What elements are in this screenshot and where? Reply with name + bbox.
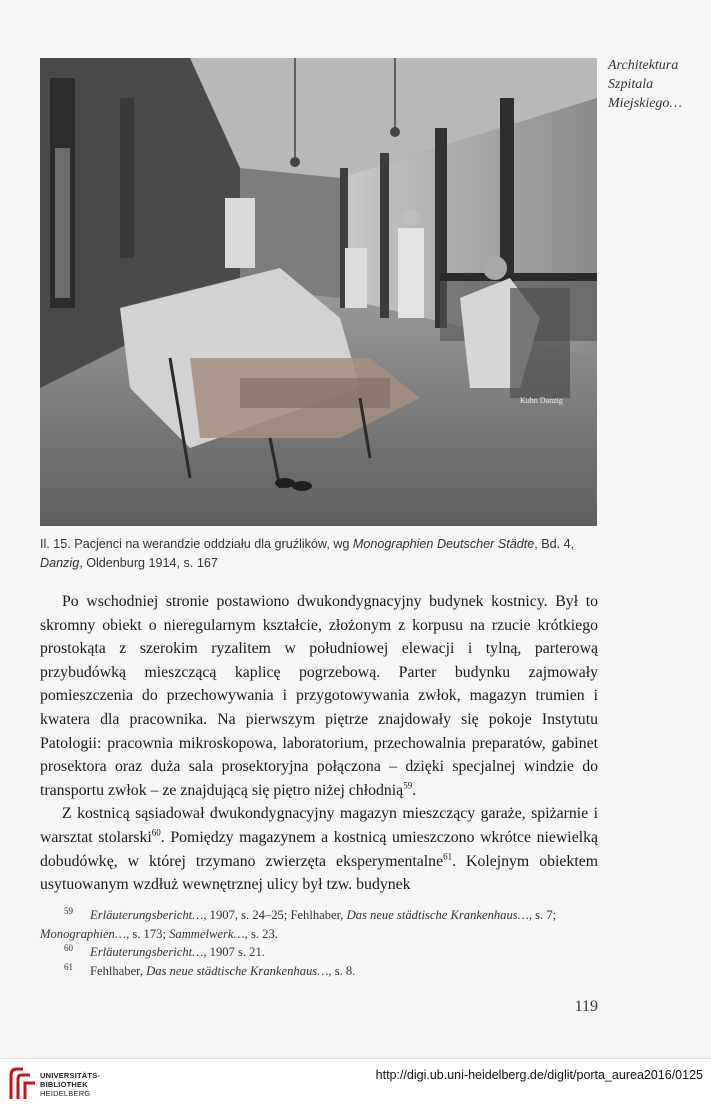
viewer-footer xyxy=(0,1058,711,1112)
footnote-text: , s. 23. xyxy=(244,926,278,941)
footnote-text: , 1907 s. 21. xyxy=(203,945,265,960)
footnote-ref-60[interactable]: 60 xyxy=(151,827,161,838)
paragraph-2-text-a: Z kostnicą sąsiadował dwukondygnacyjny magazyn mieszczący garaże, spiżarnie i warsztat stolarski xyxy=(40,805,598,846)
running-head-line-2: Szpitala xyxy=(608,77,654,92)
footnote-ref-61[interactable]: 61 xyxy=(443,851,453,862)
running-head xyxy=(608,56,703,113)
caption-text-volume: , Bd. 4, xyxy=(534,537,575,551)
caption-source-title: Monographien Deutscher Städte xyxy=(352,537,535,551)
paragraph-2 xyxy=(40,802,598,896)
footnote-ref-59[interactable]: 59 xyxy=(403,780,413,791)
paragraph-1 xyxy=(40,590,598,802)
footnote-text: , s. 7; xyxy=(528,908,557,922)
page-number: 119 xyxy=(574,998,598,1015)
university-library-logo-icon[interactable] xyxy=(8,1065,38,1103)
paragraph-1-end: . xyxy=(412,781,417,799)
footnote-text: Sammelwerk… xyxy=(169,926,245,941)
caption-publication: , Oldenburg 1914, s. 167 xyxy=(79,556,218,570)
veranda-photograph xyxy=(40,58,597,526)
library-name-line-1: UNIVERSITÄTS- xyxy=(40,1071,101,1080)
footnote-text: , s. 173; xyxy=(126,926,170,941)
footnote-text: Erläuterungsbericht… xyxy=(90,908,204,922)
library-name[interactable] xyxy=(40,1071,100,1098)
running-head-line-3: Miejskiego… xyxy=(608,96,682,111)
running-head-line-1: Architektura xyxy=(608,58,679,73)
paragraph-2-text-b: . Pomiędzy magazynem a kostnicą umieszczono wkrótce niewielką dobudówkę, w której trzymano zwierzęta eksperymentalne xyxy=(40,828,599,870)
footnote-text: Das neue städtische Krankenhaus… xyxy=(346,908,529,922)
footnote-text: Monographien… xyxy=(40,926,127,941)
body-text xyxy=(40,590,598,897)
caption-text: Il. 15. Pacjenci na werandzie oddziału dla gruźlików, wg xyxy=(40,537,353,551)
photo-illustration xyxy=(40,58,597,526)
footnote-59: 59 Erläuterungsbericht…, 1907, s. 24–25; Fehlhaber, Das neue städtische Krankenhaus…, s. 7; Monographien…, s. 173; Sammelwerk…, s. 23. xyxy=(40,905,557,941)
footnote-text: , s. 8. xyxy=(328,963,356,978)
paragraph-1-text: Po wschodniej stronie postawiono dwukondygnacyjny budynek kostnicy. Był to skromny obiekt o nieregularnym kształcie, złożonym z korpusu na rzucie krótkiego prostokąta z szerokim ryzalitem w południowej elewacji i tylną, parterową przybudówką mieszczącą kaplicę pogrzebową. Parter budynku zajmowały pomieszczenia do przechowywania i przygotowywania zwłok, magazyn trumien i kwatera dla pracownika. Na pierwszym piętrze znajdowały się pokoje Instytutu Patologii: pracownia mikroskopowa, laboratorium, przechowalnia preparatów, gabinet prosektora oraz duża sala prosektoryjna połączona – dzięki specjalnej windzie do transportu zwłok – ze znajdującą się piętro niżej chłodnią xyxy=(40,593,598,799)
footnote-61: 61 Fehlhaber, Das neue städtische Krankenhaus…, s. 8. xyxy=(64,961,356,978)
caption-city: Danzig xyxy=(40,556,80,570)
footnote-text: Erläuterungsbericht… xyxy=(90,945,204,960)
paragraph-2-text-c: . Kolejnym obiektem usytuowanym wzdłuż wewnętrznej ulicy był tzw. budynek xyxy=(40,852,599,894)
footnote-text: Das neue städtische Krankenhaus… xyxy=(146,963,329,978)
permalink-url[interactable]: http://digi.ub.uni-heidelberg.de/diglit/porta_aurea2016/0125 xyxy=(375,1068,703,1082)
figure-caption xyxy=(40,535,620,573)
library-name-line-3: HEIDELBERG xyxy=(40,1089,91,1098)
photo-signature: Kuhn Danzig xyxy=(520,396,563,405)
footnote-text: , 1907, s. 24–25; Fehlhaber, xyxy=(203,908,347,922)
library-name-line-2: BIBLIOTHEK xyxy=(40,1080,88,1089)
footnote-text: Fehlhaber, xyxy=(90,963,147,978)
footnote-60: 60 Erläuterungsbericht…, 1907 s. 21. xyxy=(64,943,265,960)
footnotes xyxy=(40,906,598,980)
